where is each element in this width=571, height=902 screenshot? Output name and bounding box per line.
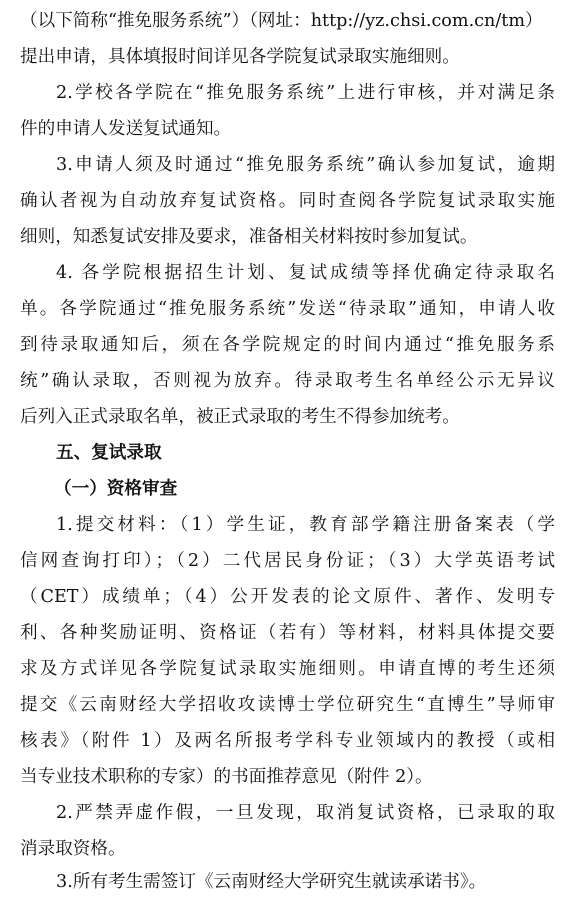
text-line: 信网查询打印）；（2）二代居民身份证；（3）大学英语考试	[20, 551, 555, 571]
text-line: 统”确认录取，否则视为放弃。待录取考生名单经公示无异议	[20, 371, 555, 391]
text-line: 消录取资格。	[20, 839, 126, 859]
section-heading: 五、复试录取	[56, 442, 162, 463]
text-line: 1.提交材料：（1）学生证，教育部学籍注册备案表（学	[56, 515, 555, 535]
text-line: 3.申请人须及时通过“推免服务系统”确认参加复试，逾期	[56, 155, 555, 175]
text-line: 提出申请，具体填报时间详见各学院复试录取实施细则。	[20, 47, 460, 67]
text-line: （以下简称“推免服务系统”）（网址：http://yz.chsi.com.cn/tm）	[20, 11, 543, 31]
text-line: 2.学校各学院在“推免服务系统”上进行审核，并对满足条	[56, 83, 555, 103]
text-line: 求及方式详见各学院复试录取实施细则。申请直博的考生还须	[20, 659, 555, 679]
text-line: 核表》（附件 1）及两名所报考学科专业领域内的教授（或相	[20, 731, 555, 751]
text-line: 3.所有考生需签订《云南财经大学研究生就读承诺书》。	[56, 872, 487, 892]
text-line: 提交《云南财经大学招收攻读博士学位研究生“直博生”导师审	[20, 695, 555, 715]
text-line: 2.严禁弄虚作假，一旦发现，取消复试资格，已录取的取	[56, 803, 555, 823]
text-line: 后列入正式录取名单，被正式录取的考生不得参加统考。	[20, 407, 460, 427]
text-line: 当专业技术职称的专家）的书面推荐意见（附件 2）。	[20, 767, 433, 787]
text-line: 利、各种奖励证明、资格证（若有）等材料，材料具体提交要	[20, 623, 555, 643]
text-line: 细则，知悉复试安排及要求，准备相关材料按时参加复试。	[20, 227, 478, 247]
text-line: 件的申请人发送复试通知。	[20, 119, 232, 139]
text-line: 确认者视为自动放弃复试资格。同时查阅各学院复试录取实施	[20, 191, 555, 211]
text-line: 单。各学院通过“推免服务系统”发送“待录取”通知，申请人收	[20, 299, 555, 319]
subsection-heading: （一）资格审查	[54, 478, 178, 499]
text-line: 4. 各学院根据招生计划、复试成绩等择优确定待录取名	[56, 263, 555, 283]
text-line: 到待录取通知后，须在各学院规定的时间内通过“推免服务系	[20, 335, 555, 355]
text-line: （CET）成绩单；（4）公开发表的论文原件、著作、发明专	[20, 587, 555, 607]
